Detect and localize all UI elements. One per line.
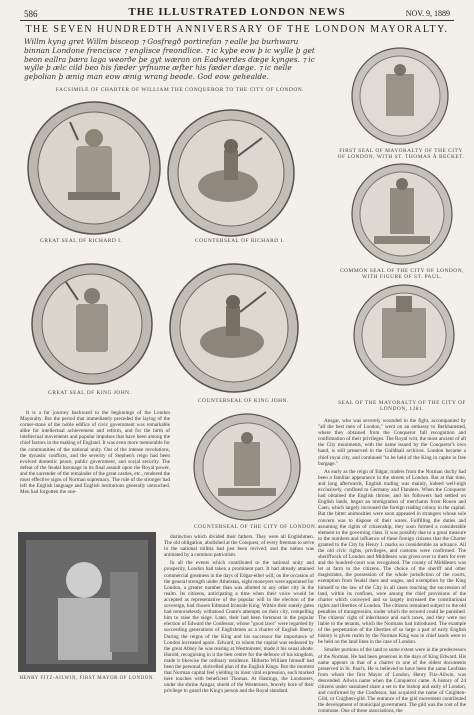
page-number: 586 [24, 9, 38, 19]
article-paragraph: Ansgar, who was severely wounded in the fight, accompanied by "all the best men of London," went on an embassy to Berkhamsted, where they obtained from the Conqueror full recognition and confirmation of their privileges. The Royal writ, the most ancient of all the City muniments, with the name issued by the Conqueror's own hand, is still preserved in the Guildhall archives. London became a chief royal city, and continued "to be held of the King in capite in free burgage." [318, 418, 466, 467]
counterseal-john-image [168, 262, 300, 394]
article-paragraph: Smaller portions of the land to some extent were in the predecessors of the Norman. He had been generous in the days of King Edward. His name appears in that of a charter to one of the oldest documents preserved in St. Paul's. He is believed to have been the same Leofstan from whom the first Mayor of London, Henry Fitz-Ailwin, was descended. Ailwin name when the Conqueror came. A history of 24 citizens under sustained share a set to the bishop and early of London, and confirmed by the Confessor, has acquired the name of Cnighten-Gild, or Cnighten-gild. The entrance of the gild movement contributed the development of municipal government. The gild was the root of the commune. One of these associations, the [318, 647, 466, 715]
great-seal-john-caption: GREAT SEAL OF KING JOHN. [48, 390, 132, 396]
first-mayoralty-seal-image [350, 46, 450, 146]
portrait-caption: HENRY FITZ-AILWIN, FIRST MAYOR OF LONDON. [19, 676, 155, 681]
first-mayoralty-seal-caption: FIRST SEAL OF MAYORALTY OF THE CITY OF LONDON, WITH ST. THOMAS À BECKET. [337, 148, 465, 160]
article-paragraph: It is a far journey backward to the beginnings of the London Mayoralty. But the period that immediately preceded the laying of the corner-stone of the noble edifice of civic government was remarkable alike for intellectual achievement and reform, and for the birth of intellectual movements and popular impulses that have been among the chief factors in the making of England. It was even more memorable for the communities of the national unity. Out of the intense revolutions, the dynastic conflicts, and the severity of Stephen's reign had been evolved domestic peace, public government, and social security. The defeat of the feudal baronage in its final assault upon the Royal power, and the surrender of the remainder of the great castles, etc., rendered the most effective signs of Norman supremacy. The rule of the stronger had left the English language and English institutions generally untouched. Men had forgotten the one- [20, 410, 170, 496]
issue-date: NOV. 9, 1889 [405, 9, 450, 18]
great-seal-richard-image [26, 100, 162, 236]
article-paragraph: As early as the reign of Edgar, traders from the Norman duchy had been a familiar appearance in the streets of London. But at that time, and long afterwards, English trading was mainly, indeed well-nigh exclusively, confined to Germany and Flanders. When the Conqueror had obtained the English throne, and his followers had settled on English lands, began an immigration of merchants from Rouen and Caen, which largely increased the foreign trading colony in the capital. But the bitter animosities were soon appeased in strangers whose sole concern was to dispose of their wares. Fulfilling the duties and assuming the rights of citizenship, they soon formed a considerable element in the governing class. It was possibly due to a great measure to the numbers and influence of these foreign citizens that the Charter granted to the City by Henry I. marks so considerable an advance. All the old civic rights, privileges, and customs were confirmed. The sheriffwick of London and Middlesex was given over to them for ever and the hundred-court was recognised. The county of Middlesex was let at farm to the citizens. The choice of the sheriff and other magistrates, the possession of the whole jurisdiction of the courts, exemption from feudal dues and wages, and exemption by the King himself to the law of the City in all cases touching the succession of land, within its confines, were among the chief provisions of the charter which conveyed and so largely increased the constitutional rights and liberties of London. The citizens remained subject to the old penalties of transgression, under which the secured could be punished. The citizens' right of inheritance and such taxes, and they were too liable to the tenants, which the Normans had introduced. The example of the perpetration of the liberties of so large a part of early English history is given realm by the Norman King was in chief lands were to be held on the land lines in the case of London. [318, 468, 466, 646]
counterseal-city-image [192, 412, 302, 522]
counterseal-richard-caption: COUNTERSEAL OF RICHARD I. [195, 238, 285, 244]
counterseal-john-caption: COUNTERSEAL OF KING JOHN. [198, 398, 289, 404]
article-column-2 [164, 534, 314, 694]
article-paragraph: distinction which divided their fathers. They were all Englishmen. The old obligation, abolished at the Conquest, of every freeman to serve in the national militia had just been revived; and the nation was animated by a common patriotism. [164, 534, 314, 559]
counterseal-richard-image [166, 108, 296, 238]
charter-caption: FACSIMILE OF CHARTER OF WILLIAM THE CONQUEROR TO THE CITY OF LONDON. [55, 87, 305, 93]
great-seal-richard-caption: GREAT SEAL OF RICHARD I. [40, 238, 123, 244]
header-rule [20, 20, 454, 21]
article-column-1 [20, 410, 170, 528]
great-seal-john-image [30, 262, 154, 386]
counterseal-city-caption: COUNTERSEAL OF THE CITY OF LONDON. [194, 524, 318, 530]
charter-facsimile: Willm kyng gret Willm bisceop ⁊ Gosfregð portirefan ⁊ ealle þa burhwaru binnan Londone frencisce ⁊ englisce freondlice. ⁊ ic kyþe eow þ ic wylle þ get beon eallra þæra laga weorðe þe gyt wæran on Eadwerdes dæge kynges. ⁊ ic wylle þ ælc cild beo his fæder yrfnume æfter his fæder dæge. ⁊ ic nelle geþolian þ ænig man eow ænig wrang beode. God eow gehealde. [24, 37, 315, 82]
publication-title: THE ILLUSTRATED LONDON NEWS [128, 6, 346, 18]
article-paragraph: In all the events which contributed to the national unity and prosperity, London had taken a prominent part. It had already attained commercial greatness in the days of Edgar-ethel will; on the occasion of the general strength under Athelstan, eight moneyers were appointed for London, a greater number than was allotted to any other city in the realm. Its citizens, anticipating a time when their voice would be accepted as representative of the popular will in the election of the sovereign, had chosen Edmund Ironside King. Within their stately gates had remorselessly withstood Cnute's attempts on their city, compelling him to raise the siege. Later, their had been foremost in the popular election of Edward the Confessor, whose "good laws" were regarded by succeeding generations of Englishmen as a charter of English liberty. During the reigns of the King and his successor the importance of London increased apace. Edward, to whom the capital was endeared by the great Abbey he was rearing at Westminster, made it his usual abode. Harold, recognising in it the best centre for the defence of his kingdom, made it likewise the ordinary residence. Hitherto William himself had been the personal, shrivelled plan of the English Kings. But the moment that Norman capital feel yielding its most vital expression, each marked here touches with beneficent Thomas. At Hastings, the Londoners, under the shrine Ansgar, shield of the Westerners, bravely bore of their privilege to guard the King's person and the Royal standard. [164, 560, 314, 695]
article-column-3 [318, 418, 466, 715]
article-title: THE SEVEN HUNDREDTH ANNIVERSARY OF THE LONDON MAYORALTY. [25, 24, 449, 35]
common-seal-image [350, 162, 454, 266]
henry-fitz-ailwin-portrait [18, 532, 156, 672]
common-seal-caption: COMMON SEAL OF THE CITY OF LONDON, WITH FIGURE OF ST. PAUL. [340, 268, 464, 280]
seal-mayoralty-1281-caption: SEAL OF THE MAYORALTY OF THE CITY OF LONDON, 1281. [338, 400, 466, 412]
seal-mayoralty-1281-image [352, 280, 456, 390]
